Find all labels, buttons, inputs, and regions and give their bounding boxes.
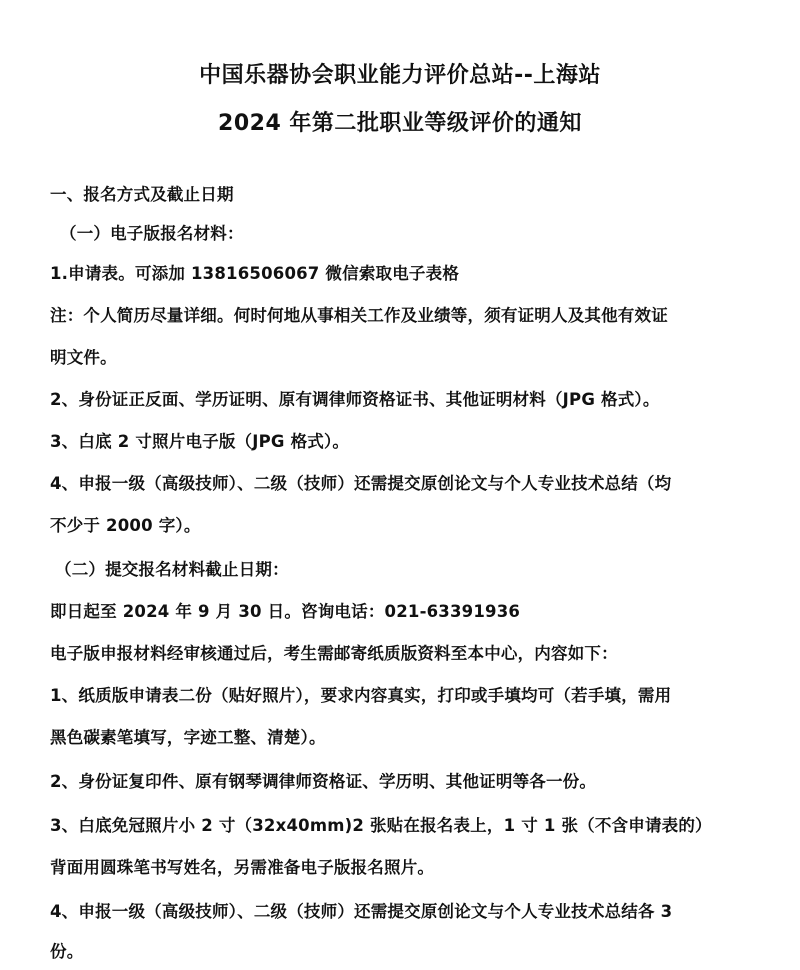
sub1-item-1: 1.申请表。可添加 13816506067 微信索取电子表格 [50,264,460,283]
sub2-item-3-line-2: 背面用圆珠笔书写姓名，另需准备电子版报名照片。 [50,858,435,877]
subsection-1-heading: （一）电子版报名材料： [60,224,244,243]
sub2-item-4-line-1: 4、申报一级（高级技师）、二级（技师）还需提交原创论文与个人专业技术总结各 3 [50,902,673,921]
sub1-note-line-1: 注：个人简历尽量详细。何时何地从事相关工作及业绩等，须有证明人及其他有效证 [50,306,668,325]
sub1-note-line-2: 明文件。 [50,348,117,367]
sub1-item-4-line-2: 不少于 2000 字）。 [50,516,201,535]
sub2-item-2: 2、身份证复印件、原有钢琴调律师资格证、学历明、其他证明等各一份。 [50,772,597,791]
sub2-item-3-line-1: 3、白底免冠照片小 2 寸（32x40mm)2 张贴在报名表上，1 寸 1 张（不含申请表的） [50,816,712,835]
sub2-deadline: 即日起至 2024 年 9 月 30 日。咨询电话：021-63391936 [50,602,521,621]
sub2-item-4-line-2: 份。 [50,942,84,961]
sub2-item-1-line-1: 1、纸质版申请表二份（贴好照片），要求内容真实，打印或手填均可（若手填，需用 [50,686,672,705]
title-line-2: 2024 年第二批职业等级评价的通知 [218,111,582,136]
sub2-intro: 电子版申报材料经审核通过后，考生需邮寄纸质版资料至本中心，内容如下： [50,644,618,663]
sub1-item-3: 3、白底 2 寸照片电子版（JPG 格式）。 [50,432,350,451]
section-1-heading: 一、报名方式及截止日期 [50,185,234,204]
sub1-item-4-line-1: 4、申报一级（高级技师）、二级（技师）还需提交原创论文与个人专业技术总结（均 [50,474,672,493]
subsection-2-heading: （二）提交报名材料截止日期： [55,560,289,579]
sub2-item-1-line-2: 黑色碳素笔填写，字迹工整、清楚）。 [50,728,326,747]
title-line-1: 中国乐器协会职业能力评价总站--上海站 [199,63,601,88]
sub1-item-2: 2、身份证正反面、学历证明、原有调律师资格证书、其他证明材料（JPG 格式）。 [50,390,660,409]
